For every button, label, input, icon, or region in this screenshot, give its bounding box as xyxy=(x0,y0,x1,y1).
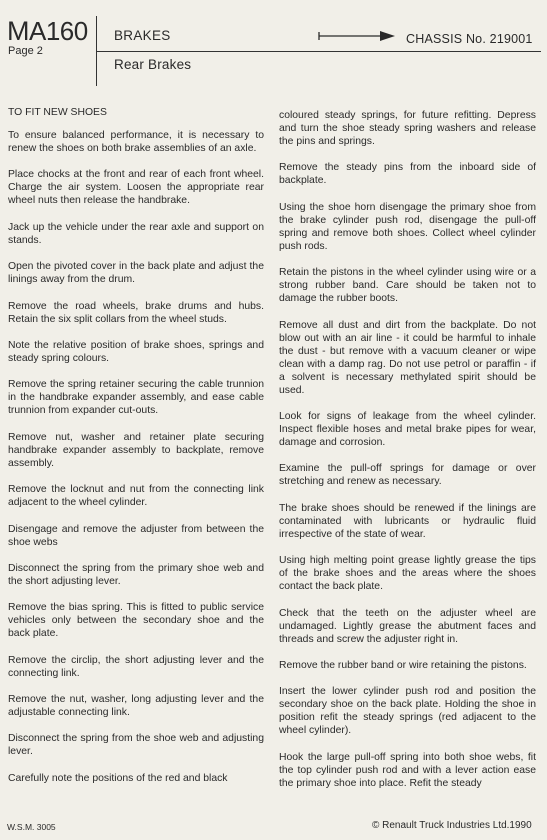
page-header xyxy=(0,0,547,90)
paragraph: Check that the teeth on the adjuster wheel are undamaged. Lightly grease the abutment faces and threads and screw the adjuster right in. xyxy=(279,607,536,645)
paragraph: Remove the spring retainer securing the cable trunnion in the handbrake expander assembly, and ease cable trunnion from expander cut-outs. xyxy=(8,379,264,417)
paragraph: Remove the rubber band or wire retaining the pistons. xyxy=(279,659,527,671)
paragraph: Remove all dust and dirt from the backplate. Do not blow out with an air line - it could be harmful to inhale the dust - but remove with a vacuum cleaner or wipe clean with a damp rag. Do not use petrol or paraffin - if a solvent is necessary methylated spirit should be used. xyxy=(279,319,536,396)
paragraph: Look for signs of leakage from the wheel cylinder. Inspect flexible hoses and metal brake pipes for wear, damage and corrosion. xyxy=(279,410,536,448)
chassis-number: CHASSIS No. 219001 xyxy=(406,32,533,46)
paragraph: Open the pivoted cover in the back plate and adjust the linings away from the drum. xyxy=(8,261,264,286)
footer-manual-reference: W.S.M. 3005 xyxy=(7,822,56,832)
arrow-right-icon xyxy=(318,28,396,44)
paragraph: Retain the pistons in the wheel cylinder using wire or a strong rubber band. Care should be taken not to damage the rubber boots. xyxy=(279,267,536,305)
document-code-prefix: M xyxy=(7,16,29,46)
paragraph: Remove the locknut and nut from the connecting link adjacent to the wheel cylinder. xyxy=(8,484,264,509)
paragraph: Disconnect the spring from the primary shoe web and the short adjusting lever. xyxy=(8,562,264,587)
right-text-column xyxy=(279,109,536,803)
paragraph: Note the relative position of brake shoes, springs and steady spring colours. xyxy=(8,339,264,364)
left-text-column xyxy=(8,106,264,798)
paragraph: Insert the lower cylinder push rod and position the secondary shoe on the back plate. Holding the shoe in position refit the steady springs (red adjacent to the wheel cylinder). xyxy=(279,686,536,737)
paragraph: Jack up the vehicle under the rear axle and support on stands. xyxy=(8,221,264,246)
subsection-title: Rear Brakes xyxy=(114,57,192,72)
paragraph: Remove the bias spring. This is fitted to public service vehicles only between the secondary shoe and the back plate. xyxy=(8,602,264,640)
paragraph: Disconnect the spring from the shoe web and adjusting lever. xyxy=(8,733,264,758)
page-number: Page 2 xyxy=(8,45,43,57)
footer-copyright: © Renault Truck Industries Ltd.1990 xyxy=(372,820,532,831)
paragraph: The brake shoes should be renewed if the linings are contaminated with lubricants or hydraulic fluid irrespective of the state of wear. xyxy=(279,502,536,540)
paragraph: Remove the road wheels, brake drums and hubs. Retain the six split collars from the wheel studs. xyxy=(8,300,264,325)
paragraph: Place chocks at the front and rear of each front wheel. Charge the air system. Loosen the appropriate rear wheel nuts then release the handbrake. xyxy=(8,169,264,207)
paragraph: Remove the nut, washer, long adjusting lever and the adjustable connecting link. xyxy=(8,694,264,719)
document-code-number: A160 xyxy=(29,16,88,46)
paragraph: coloured steady springs, for future refitting. Depress and turn the shoe steady spring washers and release the pins and springs. xyxy=(279,110,536,147)
section-title: BRAKES xyxy=(114,28,171,43)
paragraph: Remove the steady pins from the inboard side of backplate. xyxy=(279,162,536,187)
header-horizontal-rule xyxy=(96,51,541,52)
paragraph: Remove the circlip, the short adjusting lever and the connecting link. xyxy=(8,654,264,679)
paragraph: Carefully note the positions of the red and black xyxy=(8,772,228,784)
paragraph: Remove nut, washer and retainer plate securing handbrake expander assembly to backplate, remove assembly. xyxy=(8,431,264,469)
procedure-heading: TO FIT NEW SHOES xyxy=(8,107,107,118)
paragraph: Using the shoe horn disengage the primary shoe from the brake cylinder push rod, disengage the pull-off spring and remove both shoes. Collect wheel cylinder push rods. xyxy=(279,201,536,252)
document-code xyxy=(7,18,97,44)
document-code-block xyxy=(7,18,97,57)
paragraph: Disengage and remove the adjuster from between the shoe webs xyxy=(8,523,264,548)
paragraph: To ensure balanced performance, it is necessary to renew the shoes on both brake assemblies of an axle. xyxy=(8,130,264,154)
paragraph: Hook the large pull-off spring into both shoe webs, fit the top cylinder push rod and with a lever action ease the primary shoe into place. Refit the steady xyxy=(279,751,536,789)
paragraph: Using high melting point grease lightly grease the tips of the brake shoes and the areas where the shoes contact the back plate. xyxy=(279,555,536,593)
paragraph: Examine the pull-off springs for damage or over stretching and renew as necessary. xyxy=(279,463,536,488)
